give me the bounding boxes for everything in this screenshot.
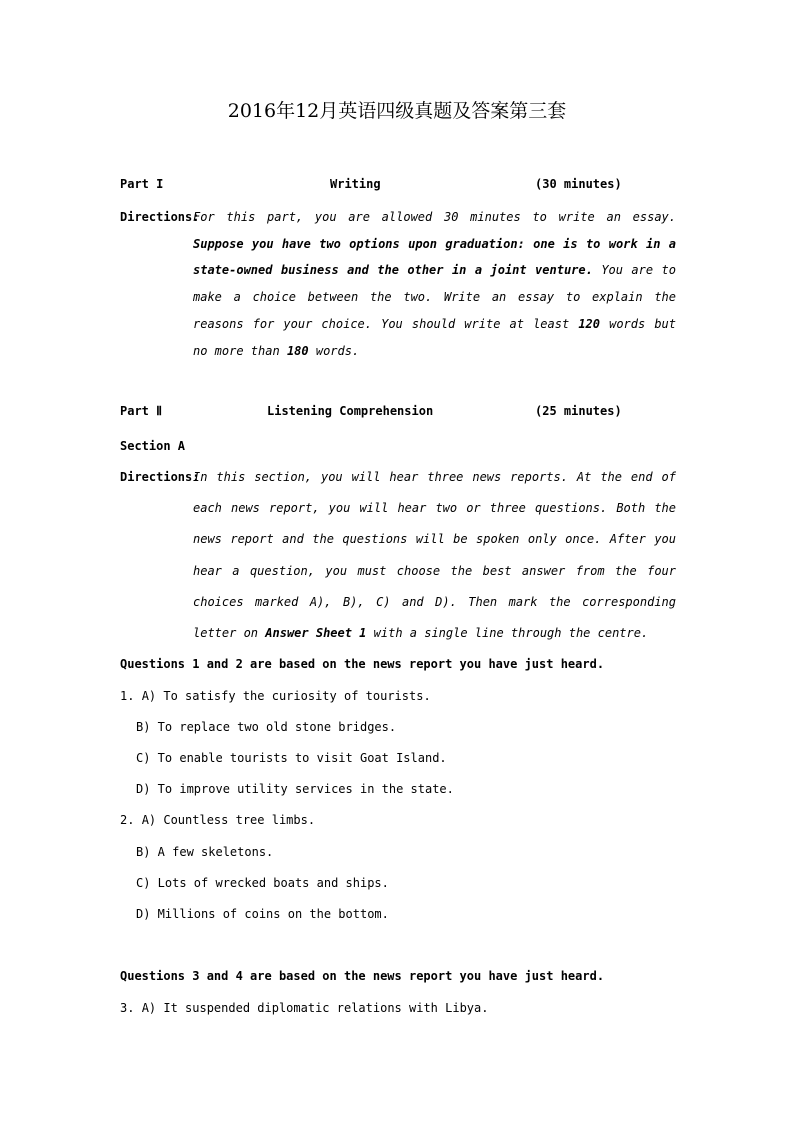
question-1-option-d: D) To improve utility services in the state. [136, 782, 454, 796]
directions-prompt: Suppose you have two options upon graduation: one is to work in a state-owned business and the other in a joint venture. [193, 236, 676, 278]
question-1-option-b: B) To replace two old stone bridges. [136, 720, 397, 734]
answer-sheet-label: Answer Sheet 1 [265, 626, 367, 641]
min-words: 120 [578, 316, 600, 331]
question-3-option-a [120, 998, 488, 1018]
part-2-header [120, 401, 640, 421]
option-text: A) It suspended diplomatic relations with Libya. [141, 1001, 489, 1015]
part-2-directions [120, 462, 676, 649]
question-1-option-c: C) To enable tourists to visit Goat Island. [136, 751, 447, 765]
option-text: A) To satisfy the curiosity of tourists. [141, 689, 431, 703]
words-end: words. [315, 343, 360, 358]
question-1-option-a [120, 686, 431, 706]
option-text: A) Countless tree limbs. [141, 813, 316, 827]
part-1-label: Part I [120, 177, 164, 191]
directions-label: Directions: [120, 210, 200, 224]
directions-end: with a single line through the centre. [373, 626, 649, 641]
question-2-option-b: B) A few skeletons. [136, 845, 274, 859]
directions-instructions: You are to make a choice between the two. Write an essay to explain the reasons for your choice. You should write at least [193, 263, 676, 331]
question-group-intro: Questions 1 and 2 are based on the news report you have just heard. [120, 657, 605, 671]
part-2-label: Part Ⅱ [120, 404, 163, 418]
max-words: 180 [286, 343, 309, 358]
directions-text [120, 462, 676, 649]
part-1-directions [120, 204, 676, 364]
part-2-name: Listening Comprehension [267, 404, 434, 418]
directions-label: Directions: [120, 470, 200, 484]
words-but: words but no more than [193, 316, 677, 358]
directions-text [120, 204, 676, 364]
question-2-option-c: C) Lots of wrecked boats and ships. [136, 876, 389, 890]
directions-intro: For this part, you are allowed 30 minutes to write an essay. [193, 210, 676, 224]
directions-body: In this section, you will hear three news reports. At the end of each news report, you will hear two or three questions. Both the news report and the questions will be spoken only once. After you hear a question, you must choose the best answer from the four choices marked A), B), C) and D). Then mark the corresponding letter on [193, 470, 676, 641]
part-1-header [120, 174, 640, 194]
question-2-option-a [120, 810, 315, 830]
part-2-time: (25 minutes) [535, 404, 622, 418]
section-a-label: Section A [120, 439, 186, 453]
question-number: 1. [120, 689, 135, 703]
document-title: 2016年12月英语四级真题及答案第三套 [227, 100, 567, 122]
question-group-intro: Questions 3 and 4 are based on the news report you have just heard. [120, 969, 605, 983]
part-1-time: (30 minutes) [535, 177, 622, 191]
part-1-name: Writing [330, 177, 381, 191]
question-2-option-d: D) Millions of coins on the bottom. [136, 907, 389, 921]
question-number: 2. [120, 813, 135, 827]
question-number: 3. [120, 1001, 135, 1015]
